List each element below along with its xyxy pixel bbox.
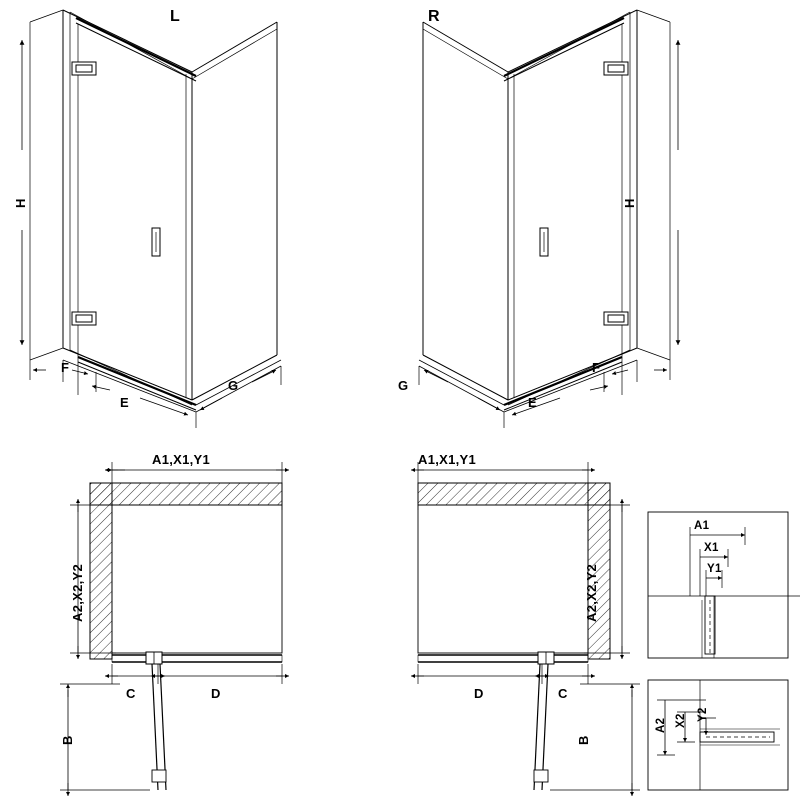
label-detail-a1: A1 [694, 520, 710, 532]
iso-right-group [419, 10, 678, 428]
label-iso-right-g: G [398, 378, 409, 393]
label-plan-right-d: D [474, 686, 484, 701]
label-detail-y1: Y1 [707, 563, 722, 575]
label-plan-right-side-dim: A2,X2,Y2 [584, 563, 599, 622]
detail-bottom-group [648, 680, 788, 790]
label-iso-right-e: E [528, 395, 537, 410]
label-iso-left-f: F [61, 360, 70, 375]
label-plan-left-top-dim: A1,X1,Y1 [152, 452, 211, 467]
label-iso-left-e: E [120, 395, 129, 410]
label-iso-right-h: H [622, 198, 637, 208]
label-plan-right-top-dim: A1,X1,Y1 [418, 452, 477, 467]
label-view-left: L [170, 8, 181, 25]
label-plan-left-side-dim: A2,X2,Y2 [70, 563, 85, 622]
plan-right-group [411, 462, 640, 796]
label-view-right: R [428, 8, 440, 25]
label-detail-x1: X1 [704, 542, 719, 554]
label-iso-left-h: H [13, 198, 28, 208]
label-iso-left-g: G [228, 378, 239, 393]
label-plan-left-b: B [60, 735, 75, 745]
label-iso-right-f: F [592, 360, 601, 375]
label-detail-x2: X2 [675, 713, 687, 728]
detail-top-group [648, 512, 800, 658]
label-detail-a2: A2 [655, 717, 667, 733]
label-plan-right-c: C [558, 686, 568, 701]
plan-left-group [60, 462, 289, 796]
label-plan-left-c: C [126, 686, 136, 701]
label-plan-left-d: D [211, 686, 221, 701]
label-detail-y2: Y2 [697, 707, 709, 722]
label-plan-right-b: B [576, 735, 591, 745]
